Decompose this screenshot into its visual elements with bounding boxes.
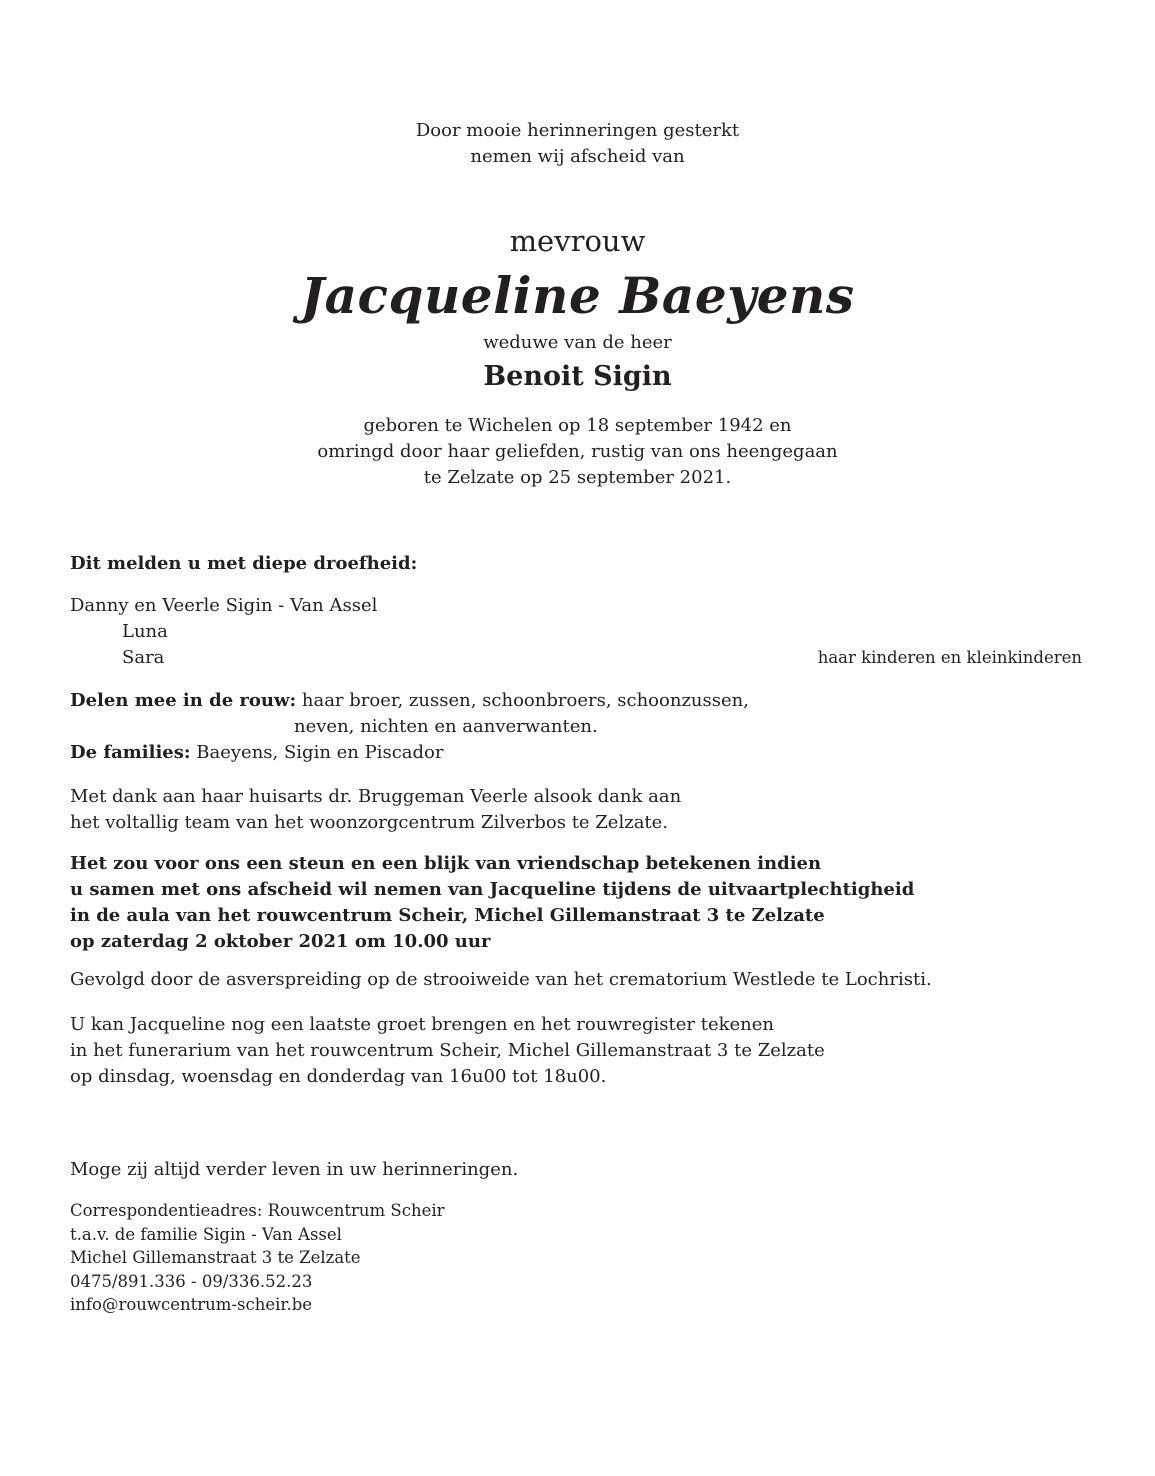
family-member: Sara [122, 647, 165, 668]
invitation-line: in de aula van het rouwcentrum Scheir, Michel Gillemanstraat 3 te Zelzate [70, 905, 825, 926]
correspondence-email: info@rouwcentrum-scheir.be [70, 1295, 313, 1314]
visitation-text [70, 1012, 825, 1090]
birth-death-line: omringd door haar geliefden, rustig van ons heengegaan [317, 441, 838, 462]
deceased-name: Jacqueline Baeyens [300, 266, 855, 325]
opening-line: Door mooie herinneringen gesterkt [415, 120, 740, 141]
spouse-name: Benoit Sigin [483, 361, 672, 392]
correspondence-line: Correspondentieadres: Rouwcentrum Scheir [70, 1201, 445, 1220]
family-member: Danny en Veerle Sigin - Van Assel [70, 595, 378, 616]
families-value: Baeyens, Sigin en Piscador [196, 742, 444, 763]
deceased-title: mevrouw [509, 224, 646, 258]
invitation-line: op zaterdag 2 oktober 2021 om 10.00 uur [70, 931, 491, 952]
correspondence-address [70, 1199, 445, 1317]
visitation-line: in het funerarium van het rouwcentrum Scheir, Michel Gillemanstraat 3 te Zelzate [70, 1040, 825, 1061]
family-member: Luna [122, 621, 168, 642]
families-line [70, 740, 444, 766]
thanks-line: Met dank aan haar huisarts dr. Bruggeman Veerle alsook dank aan [70, 786, 682, 807]
thanks-line: het voltallig team van het woonzorgcentrum Zilverbos te Zelzate. [70, 812, 669, 833]
invitation-line: Het zou voor ons een steun en een blijk van vriendschap betekenen indien [70, 853, 822, 874]
birth-death-text [0, 413, 1155, 491]
funeral-invitation [70, 851, 914, 955]
birth-death-line: te Zelzate op 25 september 2021. [423, 467, 732, 488]
mourners-label: Delen mee in de rouw: [70, 690, 297, 711]
closing-text: Moge zij altijd verder leven in uw herinneringen. [70, 1159, 519, 1180]
birth-death-line: geboren te Wichelen op 18 september 1942 en [363, 415, 792, 436]
mourners-line [70, 688, 749, 714]
mourners-text-continued: neven, nichten en aanverwanten. [294, 716, 598, 737]
visitation-line: op dinsdag, woensdag en donderdag van 16u00 tot 18u00. [70, 1066, 607, 1087]
correspondence-phone: 0475/891.336 - 09/336.52.23 [70, 1271, 313, 1291]
visitation-line: U kan Jacqueline nog een laatste groet brengen en het rouwregister tekenen [70, 1014, 775, 1035]
families-label: De families: [70, 742, 191, 763]
opening-text [0, 118, 1155, 170]
family-relation: haar kinderen en kleinkinderen [817, 648, 1082, 667]
opening-line: nemen wij afscheid van [470, 146, 685, 167]
invitation-line: u samen met ons afscheid wil nemen van Jacqueline tijdens de uitvaartplechtigheid [70, 879, 915, 900]
announcement-heading: Dit melden u met diepe droefheid: [70, 553, 418, 574]
thanks-text [70, 784, 681, 836]
correspondence-line: t.a.v. de familie Sigin - Van Assel [70, 1224, 342, 1244]
mourners-text: haar broer, zussen, schoonbroers, schoonzussen, [301, 690, 749, 711]
ash-scattering-text: Gevolgd door de asverspreiding op de strooiweide van het crematorium Westlede te Lochristi. [70, 969, 932, 990]
widow-text: weduwe van de heer [483, 332, 672, 353]
correspondence-line: Michel Gillemanstraat 3 te Zelzate [70, 1248, 361, 1267]
